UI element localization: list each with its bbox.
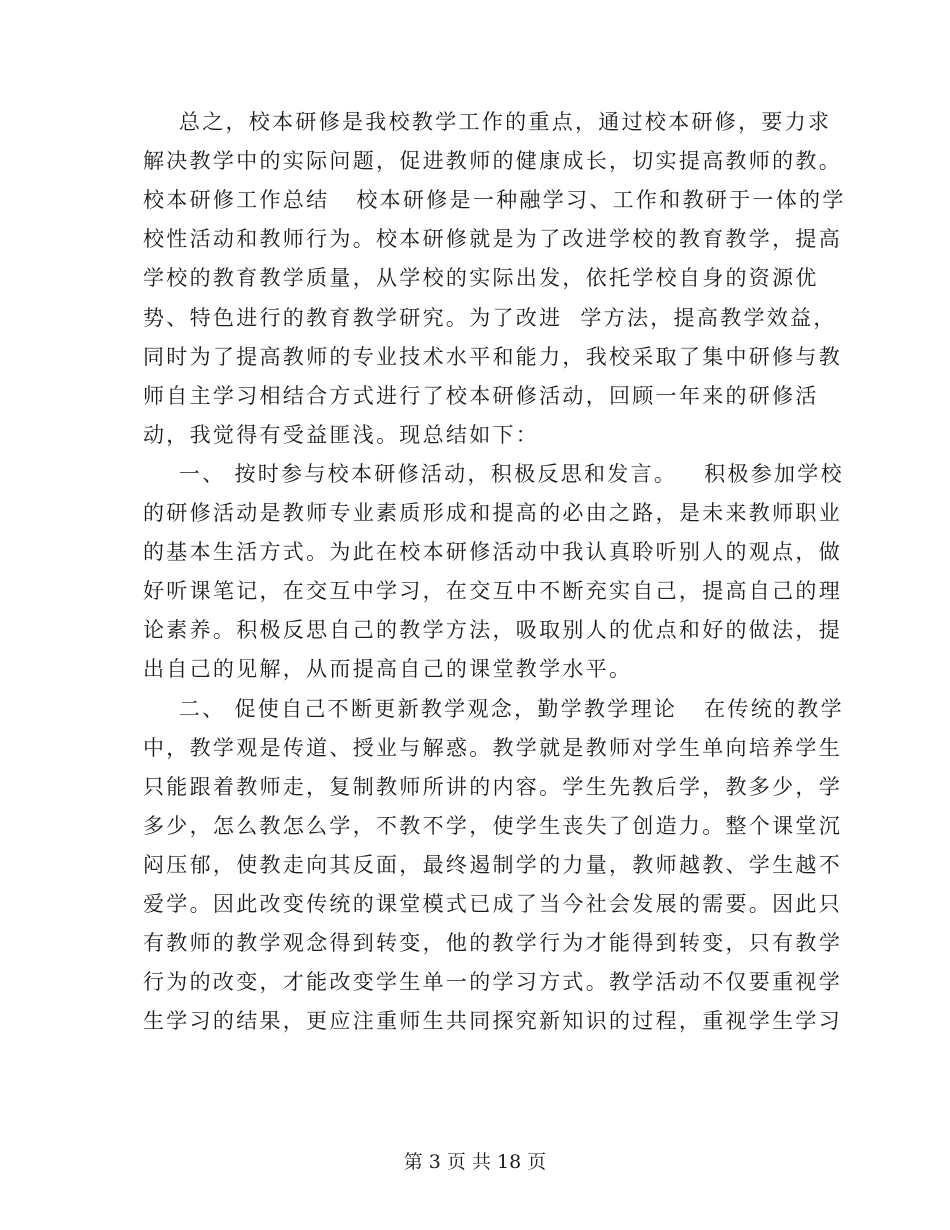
text-line: 二、 促使自己不断更新教学观念，勤学教学理论 在传统的教学 [143, 697, 844, 721]
text-line: 动，我觉得有受益匪浅。现总结如下： [143, 423, 540, 447]
text-line: 论素养。积极反思自己的教学方法，吸取别人的优点和好的做法，提 [143, 618, 842, 642]
text-line: 爱学。因此改变传统的课堂模式已成了当今社会发展的需要。因此只 [143, 892, 842, 916]
page-footer: 第 3 页 共 18 页 [403, 1151, 547, 1173]
text-line: 同时为了提高教师的专业技术水平和能力，我校采取了集中研修与教 [143, 345, 842, 369]
text-line: 总之，校本研修是我校教学工作的重点，通过校本研修，要力求 [143, 110, 832, 134]
text-line: 好听课笔记，在交互中学习，在交互中不断充实自己，提高自己的理 [143, 579, 842, 603]
text-line: 一、 按时参与校本研修活动，积极反思和发言。 积极参加学校 [143, 462, 844, 486]
text-line: 生学习的结果，更应注重师生共同探究新知识的过程，重视学生学习 [143, 1009, 842, 1033]
text-line: 只能跟着教师走，复制教师所讲的内容。学生先教后学，教多少，学 [143, 775, 842, 799]
text-line: 有教师的教学观念得到转变，他的教学行为才能得到转变，只有教学 [143, 931, 842, 955]
text-line: 势、特色进行的教育教学研究。为了改进 学方法，提高教学效益， [143, 306, 837, 330]
text-line: 解决教学中的实际问题，促进教师的健康成长，切实提高教师的教。 [143, 149, 842, 173]
text-line: 出自己的见解，从而提高自己的课堂教学水平。 [143, 657, 633, 681]
text-line: 师自主学习相结合方式进行了校本研修活动，回顾一年来的研修活 [143, 384, 819, 408]
text-line: 学校的教育教学质量，从学校的实际出发，依托学校自身的资源优 [143, 266, 819, 290]
text-line: 中，教学观是传道、授业与解惑。教学就是教师对学生单向培养学生 [143, 736, 842, 760]
text-line: 的基本生活方式。为此在校本研修活动中我认真聆听别人的观点，做 [143, 540, 842, 564]
text-line: 多少，怎么教怎么学，不教不学，使学生丧失了创造力。整个课堂沉 [143, 814, 842, 838]
text-line: 的研修活动是教师专业素质形成和提高的必由之路，是未来教师职业 [143, 501, 842, 525]
text-line: 校性活动和教师行为。校本研修就是为了改进学校的教育教学，提高 [143, 227, 842, 251]
text-line: 闷压郁，使教走向其反面，最终遏制学的力量，教师越教、学生越不 [143, 853, 842, 877]
text-line: 校本研修工作总结 校本研修是一种融学习、工作和教研于一体的学 [143, 188, 846, 212]
text-line: 行为的改变，才能改变学生单一的学习方式。教学活动不仅要重视学 [143, 970, 842, 994]
